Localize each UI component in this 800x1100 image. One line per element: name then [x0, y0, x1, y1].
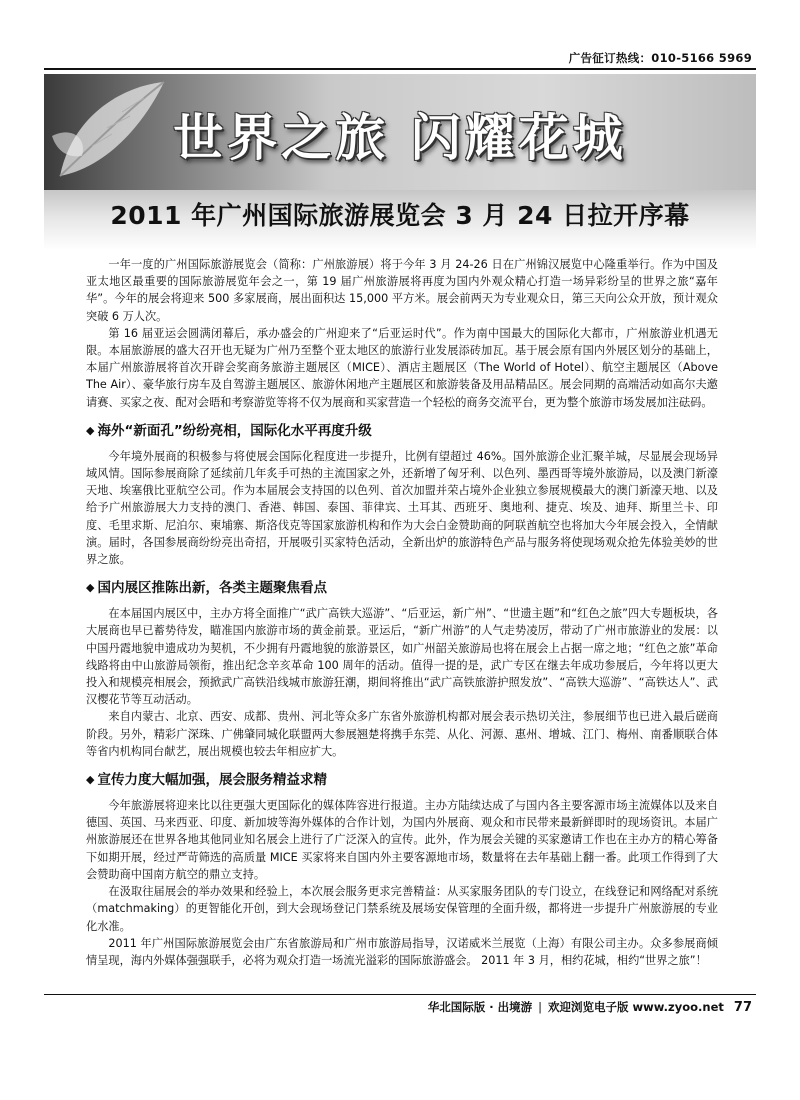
footer-rule	[44, 994, 756, 995]
article-body	[86, 256, 718, 969]
section-paragraph: 今年旅游展将迎来比以往更强大更国际化的媒体阵容进行报道。主办方陆续达成了与国内各主要客源市场主流媒体以及来自德国、英国、马来西亚、印度、新加坡等海外媒体的合作计划，为国内外展商、观众和市民带来最新鲜即时的现场资讯。本届广州旅游展还在世界各地其他同业知名展会上进行了广泛深入的宣传。此外，作为展会关键的买家邀请工作也在主办方的精心筹备下如期开展，经过严苛筛选的高质量 MICE 买家将来自国内外主要客源地市场，数量将在去年基础上翻一番。此项工作得到了大会赞助商中国南方航空的鼎立支持。	[86, 799, 718, 881]
section-paragraph: 在汲取往届展会的举办效果和经验上，本次展会服务更求完善精益：从买家服务团队的专门设立，在线登记和网络配对系统（matchmaking）的更智能化开创，到大会现场登记门禁系统及展场安保管理的全面升级，都将进一步提升广州旅游展的专业化水准。	[86, 885, 718, 933]
diamond-bullet-icon: ◆	[86, 423, 95, 437]
footer-edition: 华北国际版 · 出境游	[427, 1000, 533, 1014]
section-title: 海外“新面孔”纷纷亮相，国际化水平再度升级	[97, 422, 372, 439]
section-title: 国内展区推陈出新，各类主题聚焦看点	[97, 580, 327, 597]
footer-slogan: 欢迎浏览电子版 www.zyoo.net	[548, 1000, 724, 1014]
intro-paragraph: 第 16 届亚运会圆满闭幕后，承办盛会的广州迎来了“后亚运时代”。作为南中国最大的国际化大都市，广州旅游业机遇无限。本届旅游展的盛大召开也无疑为广州乃至整个亚太地区的旅游行业发展添砖加瓦。基于展会原有国内外展区划分的基础上，本届广州旅游展将首次开辟会奖商务旅游主题展区（MICE）、酒店主题展区（The World of Hotel）、航空主题展区（Above The Air）、豪华旅行房车及自驾游主题展区、旅游休闲地产主题展区和旅游装备及用品精品区。展会同期的高端活动如高尔夫邀请赛、买家之夜、配对会晤和考察游览等将不仅为展商和买家营造一个轻松的商务交流平台，更为整个旅游市场发展加注砝码。	[86, 326, 718, 409]
footer-divider: |	[538, 1000, 543, 1014]
section-title: 宣传力度大幅加强，展会服务精益求精	[97, 772, 327, 789]
headline: 2011 年广州国际旅游展览会 3 月 24 日拉开序幕	[110, 201, 690, 230]
section-heading	[86, 771, 718, 789]
intro-paragraph: 一年一度的广州国际旅游展览会（简称：广州旅游展）将于今年 3 月 24-26 日在广州锦汉展览中心隆重举行。作为中国及亚太地区最重要的国际旅游展览年会之一，第 19 届广州旅游展将再度为国内外观众精心打造一场异彩纷呈的世界之旅“嘉年华”。今年的展会将迎来 500 多家展商，展出面积达 15,000 平方米。展会前两天为专业观众日，第三天向公众开放，预计观众突破 6 万人次。	[86, 258, 718, 323]
diamond-bullet-icon: ◆	[86, 773, 95, 787]
section-paragraph: 2011 年广州国际旅游展览会由广东省旅游局和广州市旅游局指导，汉诺威米兰展览（上海）有限公司主办。众多参展商倾情呈现，海内外媒体强强联手，必将为观众打造一场流光溢彩的国际旅游盛会。 2011 年 3 月，相约花城，相约“世界之旅”！	[86, 936, 718, 967]
section-paragraph: 今年境外展商的积极参与将使展会国际化程度进一步提升，比例有望超过 46%。国外旅游企业汇聚羊城，尽显展会现场异域风情。国际参展商除了延续前几年炙手可热的主流国家之外，还新增了匈牙利、以色列、墨西哥等境外旅游局，以及澳门新濠天地、埃塞俄比亚航空公司。作为本届展会支持国的以色列、首次加盟并荣占境外企业独立参展规模最大的澳门新濠天地、以及给予广州旅游展大力支持的澳门、香港、韩国、泰国、菲律宾、土耳其、西班牙、奥地利、捷克、埃及、迪拜、斯里兰卡、印度、毛里求斯、尼泊尔、柬埔寨、斯洛伐克等国家旅游机构和作为大会白金赞助商的阿联酋航空也将加大今年展会投入，全情献演。届时，各国参展商纷纷亮出奇招，开展吸引买家特色活动，全新出炉的旅游特色产品与服务将使现场观众抢先体验美妙的世界之旅。	[86, 449, 718, 567]
banner	[44, 74, 756, 190]
page-number: 77	[733, 1000, 752, 1015]
diamond-bullet-icon: ◆	[86, 581, 95, 595]
banner-title: 世界之旅 闪耀花城	[173, 109, 627, 167]
section-paragraph: 来自内蒙古、北京、西安、成都、贵州、河北等众多广东省外旅游机构都对展会表示热切关注，参展细节也已进入最后磋商阶段。另外，精彩广深珠、广佛肇同城化联盟两大参展翘楚将携手东莞、从化、河源、惠州、增城、江门、梅州、南番顺联合体等省内机构同台献艺，展出规模也较去年相应扩大。	[86, 710, 718, 758]
section-paragraph: 在本届国内展区中，主办方将全面推广“武广高铁大巡游”、“后亚运，新广州”、“世遗主题”和“红色之旅”四大专题板块，各大展商也早已蓄势待发，瞄准国内旅游市场的黄金前景。亚运后，“新广州游”的人气走势凌厉，带动了广州市旅游业的发展：以中国丹霞地貌申遗成功为契机，不少拥有丹霞地貌的旅游景区，如广州韶关旅游局也将在展会上占据一席之地；“红色之旅”革命线路将由中山旅游局领衔，推出纪念辛亥革命 100 周年的活动。值得一提的是，武广专区在继去年成功参展后，今年将以更大投入和规模亮相展会，预掀武广高铁沿线城市旅游狂潮，期间将推出“武广高铁旅游护照发放”、“高铁大巡游”、“高铁达人”、武汉樱花节等互动活动。	[86, 607, 718, 707]
section-heading	[86, 579, 718, 597]
top-rule	[44, 68, 756, 70]
page-footer	[428, 999, 752, 1015]
section-heading	[86, 422, 718, 440]
ad-hotline: 广告征订热线：010-5166 5969	[568, 51, 752, 65]
